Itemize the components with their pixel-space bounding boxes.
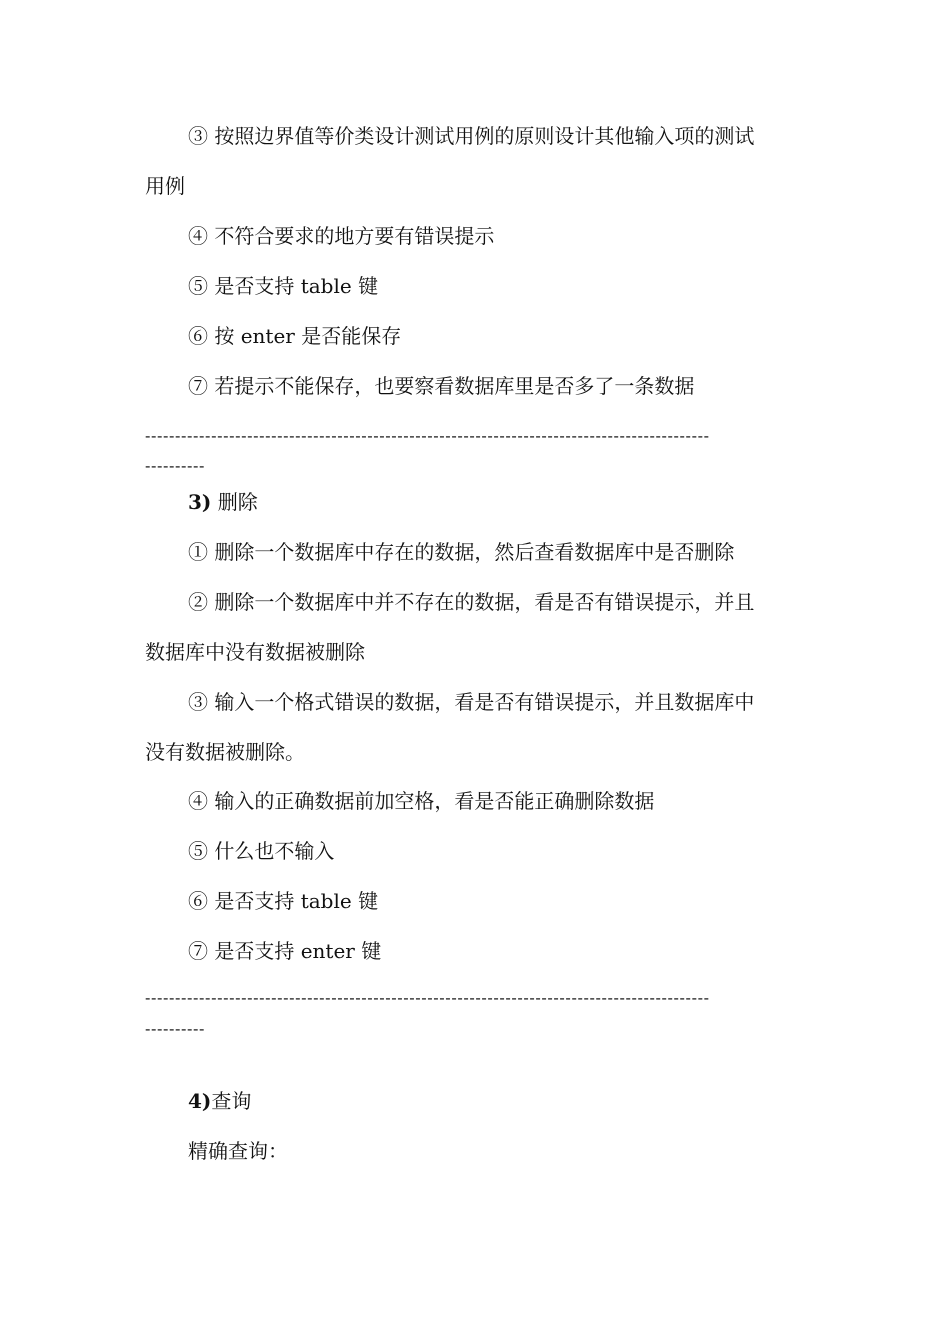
divider-2-line-1: ---------------------------------------------------------------------------------------------- — [145, 988, 710, 1007]
add-item-6: ⑥ 按 enter 是否能保存 — [188, 324, 402, 348]
delete-item-3-line-1: ③ 输入一个格式错误的数据，看是否有错误提示，并且数据库中 — [188, 690, 755, 714]
query-heading-number: 4) — [188, 1089, 212, 1113]
delete-item-3-line-2: 没有数据被删除。 — [145, 740, 305, 764]
divider-1-line-1: ---------------------------------------------------------------------------------------------- — [145, 426, 710, 445]
delete-item-1: ① 删除一个数据库中存在的数据，然后查看数据库中是否删除 — [188, 540, 735, 564]
delete-item-2-line-2: 数据库中没有数据被删除 — [145, 640, 365, 664]
delete-item-5: ⑤ 什么也不输入 — [188, 839, 335, 863]
divider-2-line-2: ---------- — [145, 1019, 206, 1038]
divider-1-line-2: ---------- — [145, 456, 206, 475]
delete-item-2-line-1: ② 删除一个数据库中并不存在的数据，看是否有错误提示，并且 — [188, 590, 755, 614]
delete-heading-text: 删除 — [211, 490, 258, 514]
query-heading-text: 查询 — [211, 1089, 252, 1113]
delete-item-4: ④ 输入的正确数据前加空格，看是否能正确删除数据 — [188, 789, 655, 813]
add-item-7: ⑦ 若提示不能保存，也要察看数据库里是否多了一条数据 — [188, 374, 695, 398]
delete-item-6: ⑥ 是否支持 table 键 — [188, 889, 379, 913]
query-heading — [188, 1087, 805, 1115]
delete-heading — [188, 488, 805, 516]
delete-item-7: ⑦ 是否支持 enter 键 — [188, 939, 382, 963]
add-item-4: ④ 不符合要求的地方要有错误提示 — [188, 224, 495, 248]
add-item-3-line-1: ③ 按照边界值等价类设计测试用例的原则设计其他输入项的测试 — [188, 124, 755, 148]
query-subheading: 精确查询： — [188, 1139, 288, 1163]
add-item-3-line-2: 用例 — [145, 174, 185, 198]
add-item-5: ⑤ 是否支持 table 键 — [188, 274, 379, 298]
delete-heading-number: 3) — [188, 490, 212, 514]
